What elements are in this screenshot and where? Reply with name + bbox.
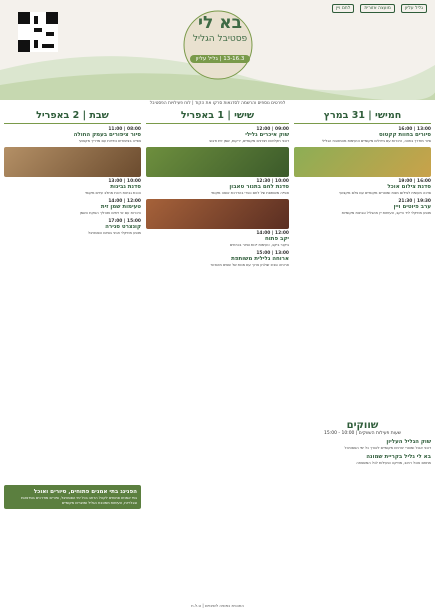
footer-note: התכנית כפופה לשינויים | ט.ל.ח [191, 603, 244, 608]
event [146, 127, 289, 143]
day-heading: חמישי | 31 במרץ [294, 110, 431, 124]
day-column-thursday [294, 110, 431, 219]
event-title: ארוחה גלילית משותפת [231, 256, 289, 263]
festival-title: בא לי [198, 13, 242, 33]
event-photo [4, 147, 141, 177]
event-description: סדנה מעשית לצילום מנות ומוצרים מקומיים עם צלם מקצועי [339, 190, 431, 195]
market-item [294, 454, 431, 465]
event-description: צפייה בציפורים נודדות עם מדריך מקצועי [78, 138, 141, 143]
event [4, 179, 141, 195]
event-time: 09:00 | 12:00 [256, 127, 289, 132]
event-description: ארוחה סביב שולחן ארוך עם מנות של שפים מהאזור [210, 262, 289, 267]
day-heading: שבת | 2 באפריל [4, 110, 141, 124]
open-studios-description: בתי אמנים פתוחים לקהל הרחב בכל ימי הפסטיבל, סיורים מודרכים בסדנאות ובגלריות, טעימות ממטבח הגליל ומוצרים מקומיים [21, 496, 137, 505]
event [294, 127, 431, 143]
event [146, 251, 289, 267]
sponsor-logo: גליל עליון [401, 4, 427, 13]
event-description: דוכני חקלאים ויצרנים מקומיים, ירקות, שמן זית ודבש [209, 138, 289, 143]
event-photo [294, 147, 431, 177]
festival-subtitle: פסטיבל הגליל [192, 34, 248, 44]
event [4, 127, 141, 143]
open-studios-box [4, 485, 141, 509]
markets-hours: שעות פעילות השווקים | 10:00 - 15:00 [323, 431, 401, 436]
event-title: שוק איכרים גלילי [245, 132, 289, 138]
market-description: מתחם אוכל רחוב, מוזיקה ופעילות לכל המשפחה [356, 460, 431, 465]
festival-dates: 13-16.3 | גליל עליון [190, 55, 251, 63]
markets-heading: שווקים [346, 420, 379, 431]
event [146, 231, 289, 247]
event-title: יקב פתוח [265, 236, 289, 243]
event-description: הכנת גבינות רכות מחלב עיזים מקומי [85, 190, 141, 195]
market-title: בא לי גליל בקריית שמונה [366, 454, 431, 461]
day-heading: שישי | 1 באפריל [146, 110, 289, 124]
event-title: טעימות שמן זית [100, 204, 141, 211]
event-photo [146, 199, 289, 229]
event-title: סיורים בחוות קקטוס [379, 132, 431, 138]
event-title: סדנת גבינות [110, 184, 141, 191]
sponsor-logo: מועצה אזורית [360, 4, 394, 13]
event-description: סיור מודרך בחווה, היכרות עם גידולים מקומיים וטעימות מהמטבח הגלילי [321, 138, 431, 143]
event-time: 13:00 | 15:00 [256, 251, 289, 257]
event-description: מופע מוזיקלי ליד היקב, טעימות יין מהגליל וגבינות מקומיות [341, 210, 431, 215]
event [4, 219, 141, 235]
day-column-friday [146, 110, 289, 271]
market-title: שוק הגליל העליון [386, 439, 431, 445]
event-time: 12:00 | 14:00 [256, 231, 289, 237]
event-title: ערב פיוטים ויין [393, 204, 431, 211]
event-description: היכרות עם זני זיתים ותהליך הפקת השמן [79, 210, 141, 215]
event-title: סדנת צילום אוכל [387, 184, 431, 191]
event-title: סיור ציפורים בעמק החולה [73, 132, 141, 138]
open-studios-title: הפנינג בתי אמנים פתוחים, סיורים ואוכל [33, 489, 137, 495]
event-title: סדנת לחם בתנור טאבון [229, 184, 289, 191]
qr-code-icon[interactable] [18, 12, 58, 52]
sponsor-logo: לחם ויין [332, 4, 354, 13]
event-time: 10:00 | 13:00 [108, 179, 141, 185]
event-description: אפייה משותפת של לחם כפרי בהדרכת אופה מקומי [211, 190, 289, 195]
event-time: 10:00 | 12:30 [256, 179, 289, 185]
markets-section [294, 420, 431, 469]
event-time: 13:00 | 16:00 [398, 127, 431, 132]
event-title: קונצרט סגירה [105, 224, 141, 231]
info-line: לפרטים נוספים והרשמה לסדנאות סרקו את הקוד | לוח פעילויות הפסטיבל [149, 101, 286, 106]
festival-logo [170, 14, 270, 64]
festival-header [0, 0, 435, 100]
event [146, 179, 289, 195]
day-column-saturday [4, 110, 141, 239]
market-item [294, 439, 431, 450]
event [4, 199, 141, 215]
event-description: מופע מוזיקלי חגיגי בסיום הפסטיבל [87, 230, 141, 235]
sponsor-logos [332, 4, 427, 13]
event-time: 16:00 | 19:00 [398, 179, 431, 185]
event-time: 08:00 | 11:00 [108, 127, 141, 132]
event [294, 179, 431, 195]
event-time: 19:30 | 21:30 [398, 199, 431, 205]
event-photo [146, 147, 289, 177]
event-time: 15:00 | 17:00 [108, 219, 141, 225]
event-description: ביקור ביקב, טעימות יינות וסיור בכרמים [229, 242, 289, 247]
event [294, 199, 431, 215]
market-description: דוכני אוכל ומוצרי יצרנים מקומיים לאורך כל ימי הפסטיבל [344, 445, 431, 450]
event-time: 12:00 | 14:00 [108, 199, 141, 205]
